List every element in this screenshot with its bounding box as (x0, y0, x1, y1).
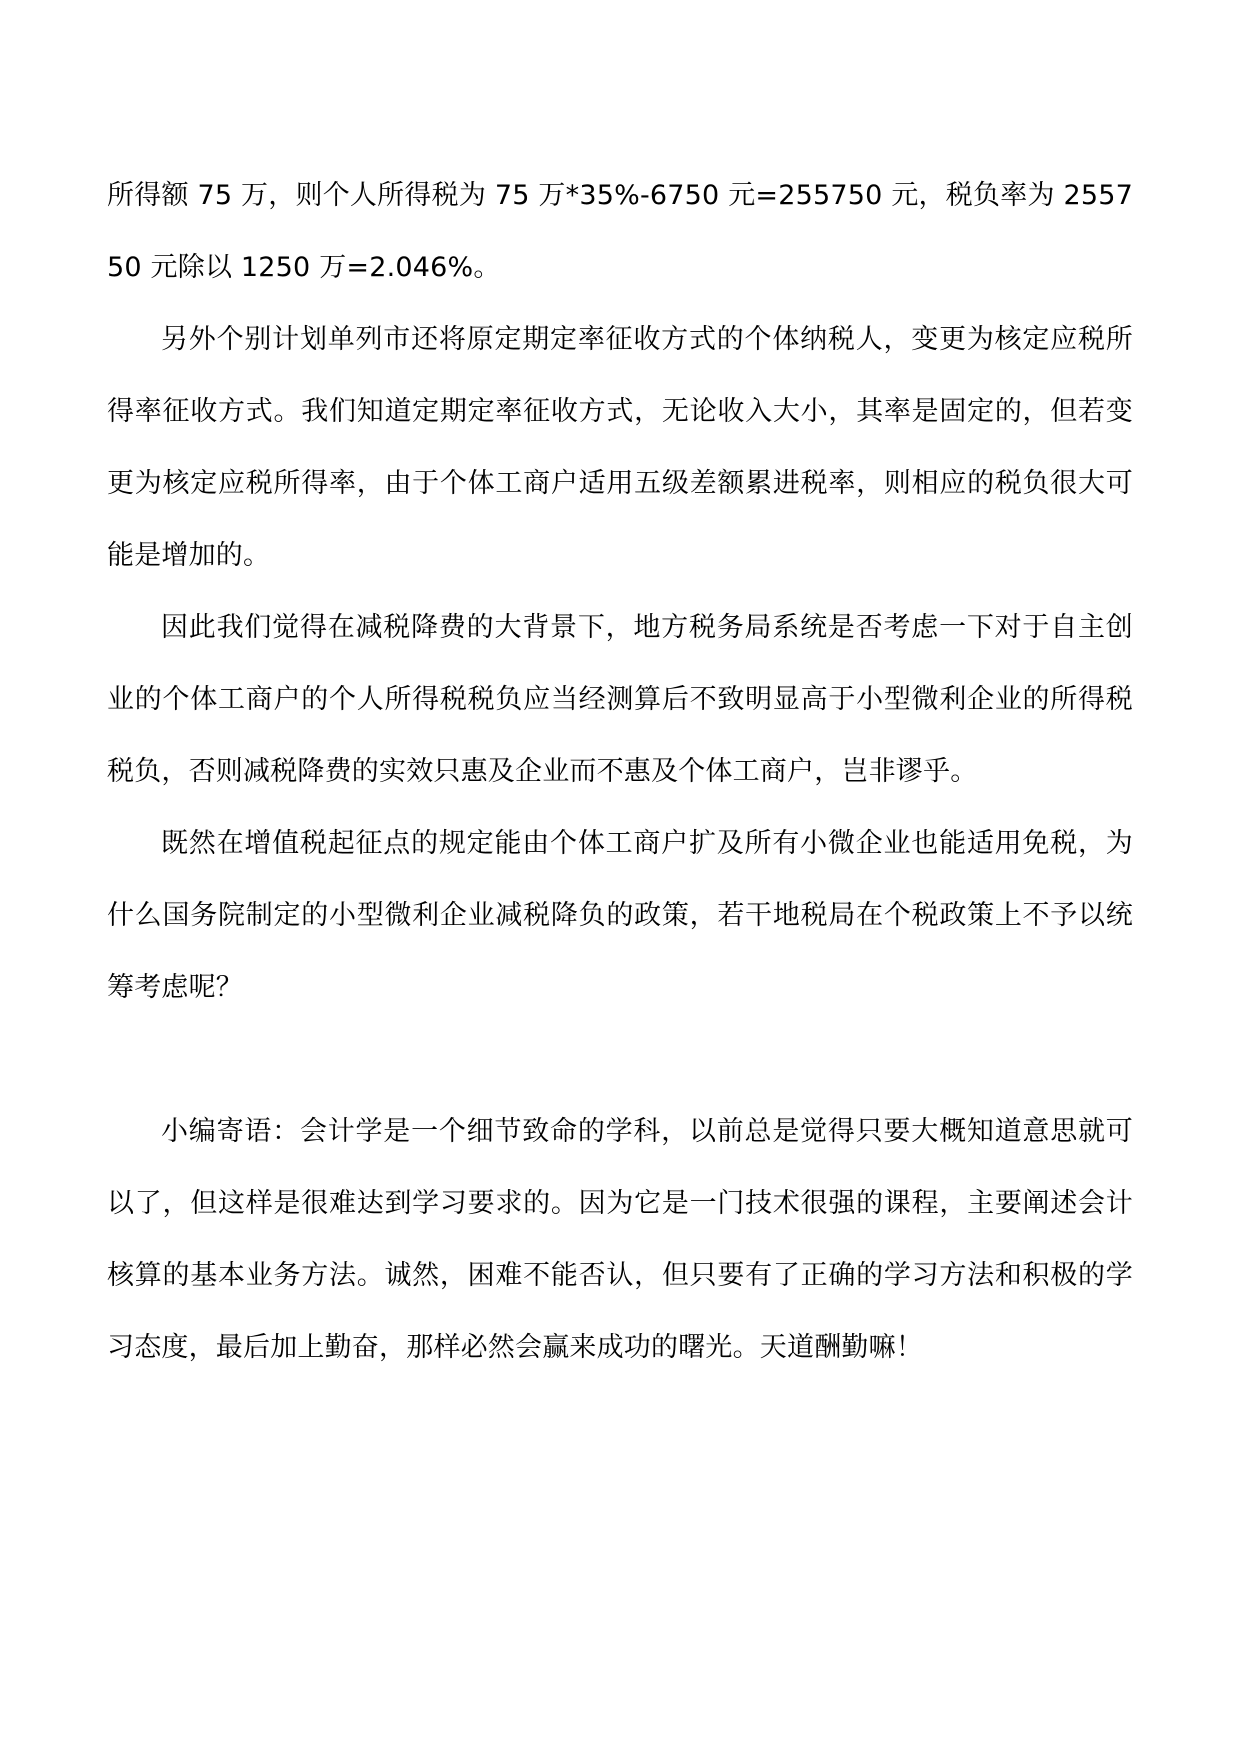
paragraph-editor-note: 小编寄语：会计学是一个细节致命的学科，以前总是觉得只要大概知道意思就可以了，但这样是很难达到学习要求的。因为它是一门技术很强的课程，主要阐述会计核算的基本业务方法。诚然，困难不能否认，但只要有了正确的学习方法和积极的学习态度，最后加上勤奋，那样必然会赢来成功的曙光。天道酬勤嘛！ (107, 1116, 1133, 1363)
document-page (107, 160, 1133, 1384)
paragraph-tax-reduction-background: 因此我们觉得在减税降费的大背景下，地方税务局系统是否考虑一下对于自主创业的个体工商户的个人所得税税负应当经测算后不致明显高于小型微利企业的所得税税负，否则减税降费的实效只惠及企业而不惠及个体工商户，岂非谬乎。 (107, 612, 1133, 787)
paragraph-tax-calculation: 所得额 75 万，则个人所得税为 75 万*35%-6750 元=255750 元，税负率为 255750 元除以 1250 万=2.046%。 (107, 180, 1133, 283)
paragraph-rate-change: 另外个别计划单列市还将原定期定率征收方式的个体纳税人，变更为核定应税所得率征收方式。我们知道定期定率征收方式，无论收入大小，其率是固定的，但若变更为核定应税所得率，由于个体工商户适用五级差额累进税率，则相应的税负很大可能是增加的。 (107, 324, 1133, 571)
paragraph-vat-threshold: 既然在增值税起征点的规定能由个体工商户扩及所有小微企业也能适用免税，为什么国务院制定的小型微利企业减税降负的政策，若干地税局在个税政策上不予以统筹考虑呢？ (107, 828, 1133, 1003)
